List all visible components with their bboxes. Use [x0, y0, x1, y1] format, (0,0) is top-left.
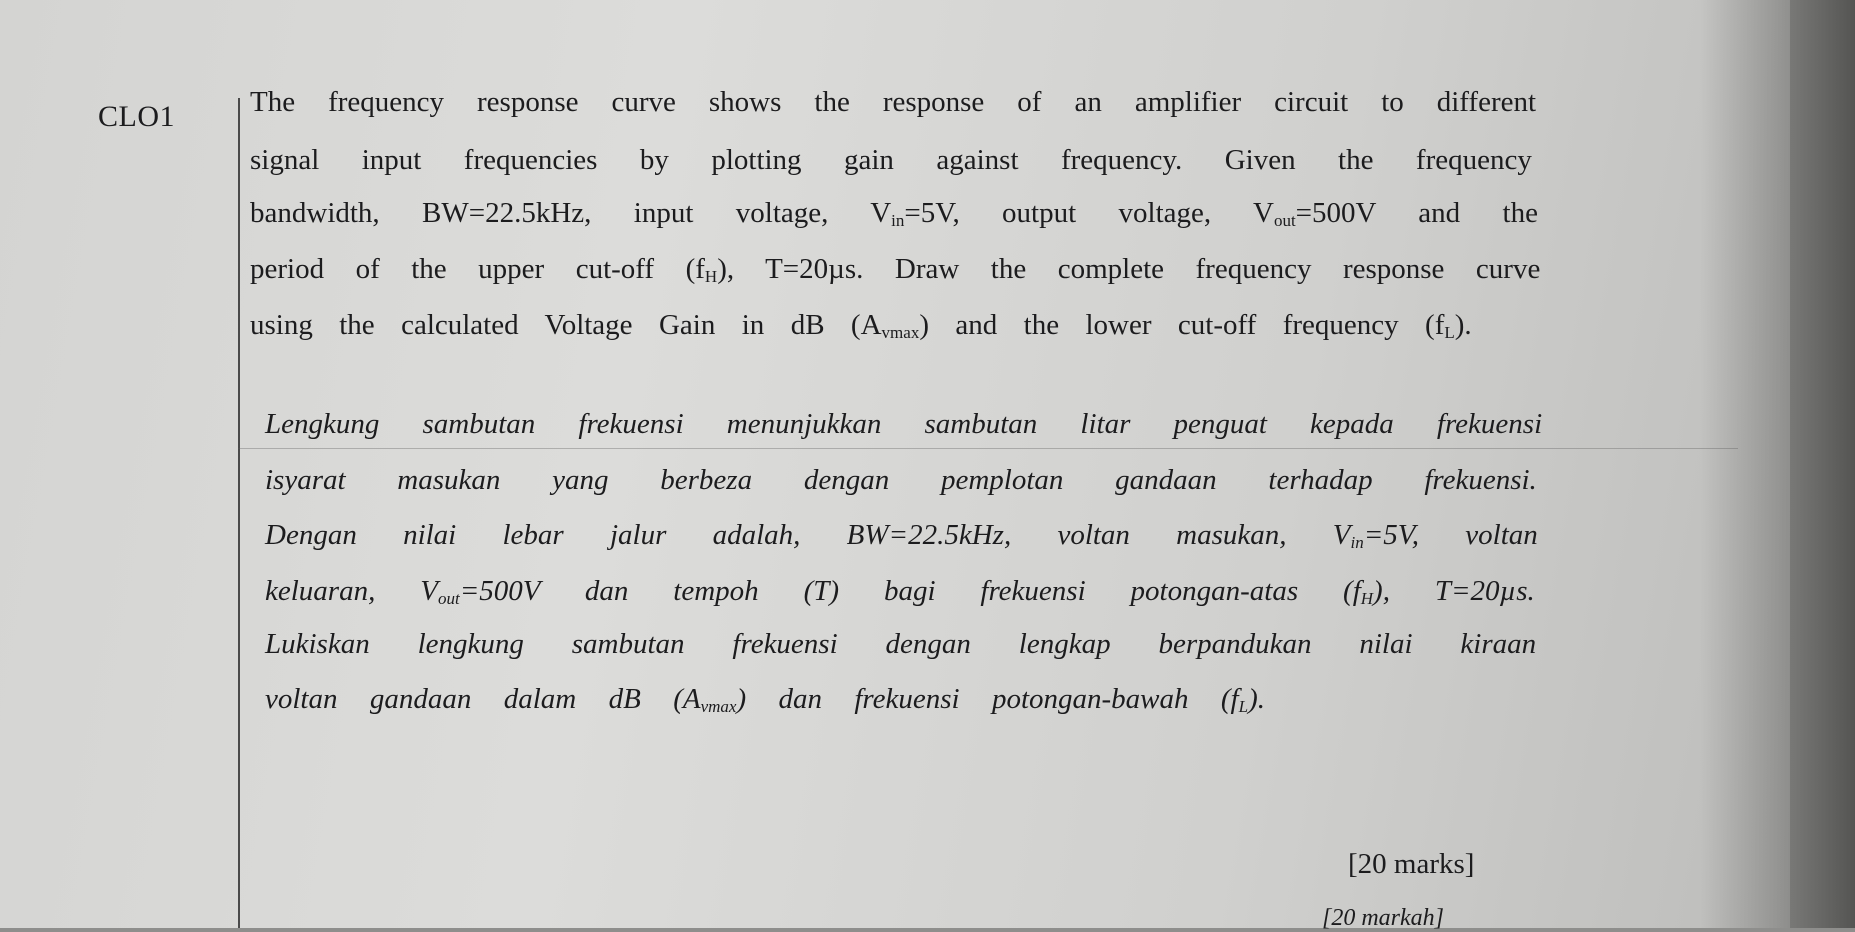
english-line: signal input frequencies by plotting gain against frequency. Given the frequency — [250, 144, 1532, 176]
english-line: using the calculated Voltage Gain in dB $(A_{vmax})$ and the lower cut-off frequency $(f_L)$. — [250, 309, 1472, 342]
english-line: bandwidth, BW=22.5kHz, input voltage, $V_{in}=5V$, output voltage, $V_{out}=500V$ and the — [250, 197, 1538, 230]
malay-line: Lengkung sambutan frekuensi menunjukkan sambutan litar penguat kepada frekuensi — [265, 408, 1543, 440]
section-divider — [238, 448, 1738, 449]
malay-line: isyarat masukan yang berbeza dengan pemplotan gandaan terhadap frekuensi. — [265, 464, 1537, 496]
malay-line: keluaran, $V_{out}=500V$ dan tempoh (T) bagi frekuensi potongan-atas $(f_H)$, T=20µs. — [265, 575, 1535, 608]
malay-line: Dengan nilai lebar jalur adalah, BW=22.5kHz, voltan masukan, $V_{in}=5V$, voltan — [265, 519, 1538, 552]
clo-label: CLO1 — [98, 100, 175, 133]
english-line: The frequency response curve shows the response of an amplifier circuit to different — [250, 86, 1537, 118]
malay-line: Lukiskan lengkung sambutan frekuensi dengan lengkap berpandukan nilai kiraan — [265, 628, 1537, 660]
malay-line: voltan gandaan dalam dB $(A_{vmax})$ dan frekuensi potongan-bawah $(f_L)$. — [265, 683, 1265, 716]
page-shadow — [1700, 0, 1855, 928]
column-divider — [238, 98, 240, 928]
english-line: period of the upper cut-off $(f_H)$, T=20µs. Draw the complete frequency response curve — [250, 253, 1541, 286]
marks-label: [20 marks] — [1348, 848, 1475, 880]
markah-label: [20 markah] — [1322, 905, 1445, 931]
